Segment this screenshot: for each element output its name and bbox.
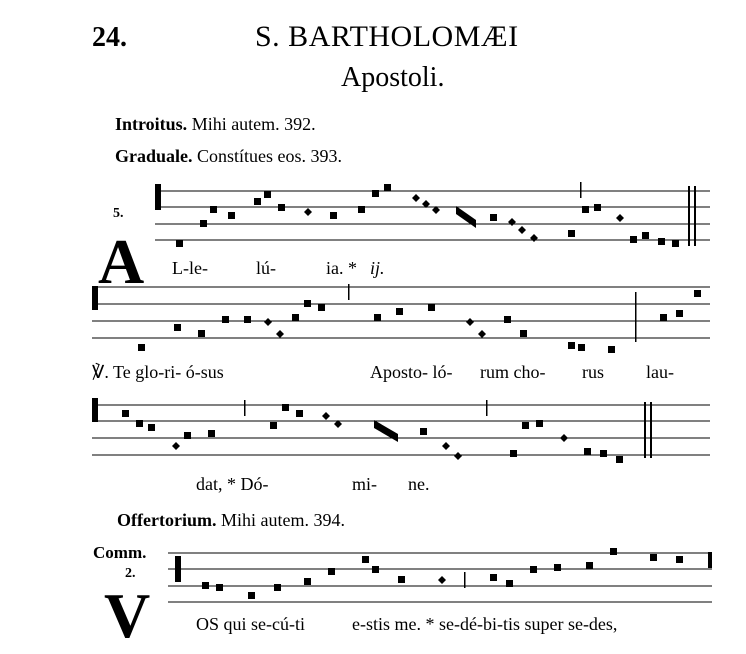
feast-title: S. BARTHOLOMÆI <box>255 20 519 53</box>
alleluia-initial: A <box>98 226 145 297</box>
introit-label: Introitus. <box>115 114 188 134</box>
verse-end-lyric: ne. <box>408 474 430 494</box>
introit-text: Mihi autem. 392. <box>191 114 316 134</box>
verse-lyric: ℣. Te glo-ri- ó-sus <box>92 362 224 382</box>
offertory-reference <box>117 510 345 531</box>
offertory-label: Offertorium. <box>117 510 217 530</box>
alleluia-mode: 5. <box>113 206 124 221</box>
alleluia-syllable: ia. * <box>326 258 357 278</box>
communion-mode: 2. <box>125 566 136 581</box>
verse-lyric: rus <box>582 362 604 382</box>
communion-initial: V <box>104 580 151 651</box>
alleluia-syllable: lú- <box>256 258 276 278</box>
verse-lyric: lau- <box>646 362 674 382</box>
gradual-label: Graduale. <box>115 146 193 166</box>
alleluia-syllable: L-le- <box>172 258 208 278</box>
verse-lyric: rum cho- <box>480 362 546 382</box>
verse-end-lyric: mi- <box>352 474 377 494</box>
offertory-text: Mihi autem. 394. <box>220 510 345 530</box>
gradual-text: Constítues eos. 393. <box>197 146 343 166</box>
verse-end-lyric: dat, * Dó- <box>196 474 269 494</box>
communion-lyric: e-stis me. * se-dé-bi-tis super se-des, <box>352 614 618 634</box>
feast-subtitle: Apostoli. <box>341 62 445 93</box>
communion-lyric: OS qui se-cú-ti <box>196 614 305 634</box>
verse-lyric: Aposto- ló- <box>370 362 453 382</box>
communion-label: Comm. <box>93 543 147 562</box>
chant-number: 24. <box>92 22 127 53</box>
alleluia-repeat-mark: ij. <box>370 258 385 278</box>
